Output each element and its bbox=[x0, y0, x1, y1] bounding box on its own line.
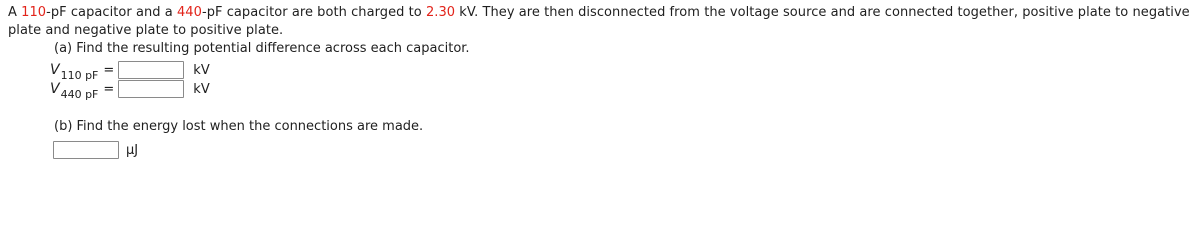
variable-subscript: 440 pF bbox=[60, 87, 99, 101]
variable-v: V bbox=[50, 81, 60, 97]
capacitance-2-value: 440 bbox=[176, 5, 202, 20]
problem-text-1: A bbox=[8, 5, 22, 20]
part-b-question: (b) Find the energy lost when the connections are made. bbox=[54, 119, 424, 134]
v110-answer-input[interactable] bbox=[118, 61, 184, 79]
energy-answer-input[interactable] bbox=[53, 141, 119, 159]
problem-text-3: -pF capacitor are both charged to bbox=[201, 5, 426, 20]
variable-subscript: 110 pF bbox=[60, 68, 99, 82]
voltage-value: 2.30 bbox=[425, 5, 456, 20]
v440-answer-input[interactable] bbox=[118, 80, 184, 98]
problem-text-4: kV. They are then disconnected from the voltage source and are connected together, positive plate to negative plate and negative plate to positive plate. bbox=[8, 5, 1190, 38]
variable-v: V bbox=[50, 62, 60, 78]
unit-label: kV bbox=[193, 62, 210, 78]
answer-row-v110 bbox=[50, 60, 210, 80]
answer-row-v440 bbox=[50, 79, 210, 99]
problem-statement bbox=[8, 4, 1196, 40]
unit-label: kV bbox=[193, 81, 210, 97]
answer-row-energy bbox=[53, 140, 138, 160]
capacitance-1-value: 110 bbox=[21, 5, 47, 20]
unit-label: µJ bbox=[126, 142, 139, 158]
equals-sign: = bbox=[103, 62, 115, 78]
problem-text-2: -pF capacitor and a bbox=[46, 5, 177, 20]
equals-sign: = bbox=[103, 81, 115, 97]
part-a-question: (a) Find the resulting potential difference across each capacitor. bbox=[54, 41, 470, 56]
